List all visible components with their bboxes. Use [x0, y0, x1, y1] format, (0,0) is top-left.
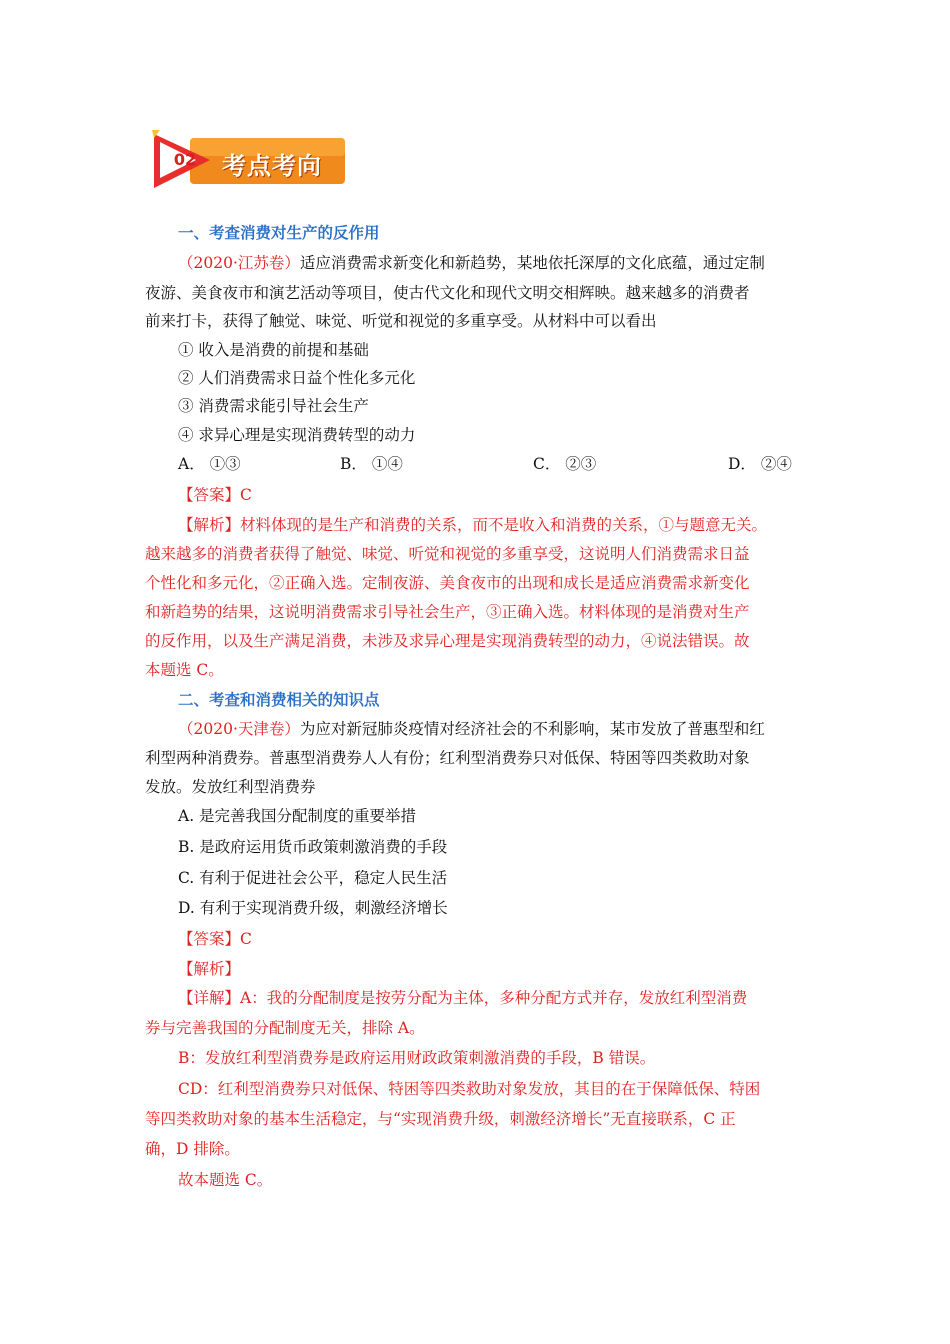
option-b: B． ①④ [340, 455, 403, 473]
detail-line: 券与完善我国的分配制度无关，排除 A。 [145, 1019, 425, 1037]
answer-1: 【答案】C [178, 486, 252, 504]
analysis-1-line: 【解析】材料体现的是生产和消费的关系，而不是收入和消费的关系，①与题意无关。 [178, 516, 768, 534]
question-2-stem-line: 发放。发放红利型消费券 [145, 778, 316, 796]
analysis-1-line: 本题选 C。 [145, 661, 224, 679]
banner-title: 考点考向 [222, 152, 322, 180]
answer-2: 【答案】C [178, 930, 252, 948]
detail-line: 等四类救助对象的基本生活稳定，与“实现消费升级，刺激经济增长”无直接联系，C 正 [145, 1110, 736, 1128]
question-1-stem-line: （2020·江苏卷）适应消费需求新变化和新趋势，某地依托深厚的文化底蕴，通过定制 [178, 254, 765, 272]
statement-item: ④ 求异心理是实现消费转型的动力 [178, 426, 416, 444]
option-c: C. 有利于促进社会公平，稳定人民生活 [178, 869, 448, 887]
option-c: C． ②③ [533, 455, 597, 473]
analysis-1-line: 的反作用，以及生产满足消费，未涉及求异心理是实现消费转型的动力，④说法错误。故 [145, 632, 750, 650]
option-b: B. 是政府运用货币政策刺激消费的手段 [178, 838, 448, 856]
question-2-stem-line: 利型两种消费券。普惠型消费券人人有份；红利型消费券只对低保、特困等四类救助对象 [145, 749, 750, 767]
analysis-1-line: 个性化和多元化，②正确入选。定制夜游、美食夜市的出现和成长是适应消费需求新变化 [145, 574, 750, 592]
statement-item: ② 人们消费需求日益个性化多元化 [178, 369, 416, 387]
detail-line: B：发放红利型消费券是政府运用财政政策刺激消费的手段，B 错误。 [178, 1049, 656, 1067]
option-d: D． ②④ [728, 455, 792, 473]
question-2-source: （2020·天津卷） [178, 720, 300, 738]
analysis-1-line: 和新趋势的结果，这说明消费需求引导社会生产，③正确入选。材料体现的是消费对生产 [145, 603, 750, 621]
banner-number: 02 [173, 150, 197, 169]
conclusion: 故本题选 C。 [178, 1171, 273, 1189]
statement-item: ③ 消费需求能引导社会生产 [178, 397, 369, 415]
statement-item: ① 收入是消费的前提和基础 [178, 341, 369, 359]
analysis-2-label: 【解析】 [178, 960, 241, 978]
analysis-1-line: 越来越多的消费者获得了触觉、味觉、听觉和视觉的多重享受，这说明人们消费需求日益 [145, 545, 750, 563]
question-1-stem-line: 夜游、美食夜市和演艺活动等项目，使古代文化和现代文明交相辉映。越来越多的消费者 [145, 284, 750, 302]
question-1-source: （2020·江苏卷） [178, 254, 300, 272]
section-heading-2: 二、考查和消费相关的知识点 [178, 690, 380, 709]
question-1-stem-line: 前来打卡，获得了触觉、味觉、听觉和视觉的多重享受。从材料中可以看出 [145, 312, 657, 330]
detail-line: 确，D 排除。 [145, 1140, 240, 1158]
option-a: A． ①③ [178, 455, 241, 473]
section-banner [150, 128, 350, 192]
option-a: A. 是完善我国分配制度的重要举措 [178, 807, 417, 825]
section-heading-1: 一、考查消费对生产的反作用 [178, 223, 380, 242]
detail-line: CD：红利型消费券只对低保、特困等四类救助对象发放，其目的在于保障低保、特困 [178, 1080, 761, 1098]
detail-line: 【详解】A：我的分配制度是按劳分配为主体，多种分配方式并存，发放红利型消费 [178, 989, 748, 1007]
option-d: D. 有利于实现消费升级，刺激经济增长 [178, 899, 448, 917]
question-2-stem-line: （2020·天津卷）为应对新冠肺炎疫情对经济社会的不利影响，某市发放了普惠型和红 [178, 720, 765, 738]
